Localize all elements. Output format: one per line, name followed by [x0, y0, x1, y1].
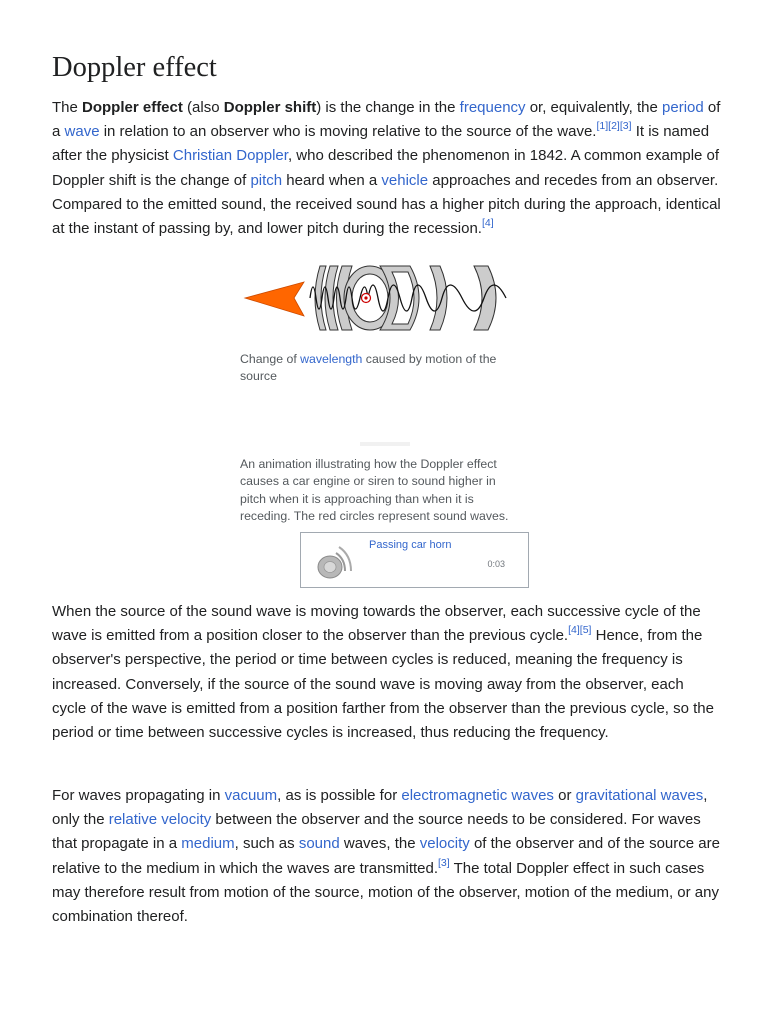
citation-3[interactable]: [3]: [438, 856, 450, 869]
page-title: Doppler effect: [52, 52, 217, 83]
paragraph-medium: [52, 784, 722, 929]
citation-1[interactable]: [1]: [596, 120, 609, 133]
link-sound[interactable]: sound: [298, 835, 340, 853]
link-relative-velocity[interactable]: relative velocity: [108, 811, 212, 829]
audio-title[interactable]: Passing car horn: [369, 539, 452, 551]
text: approaches and recedes from an observer. Compared to the emitted sound, the received sound has a higher pitch during the approach, identical at the instant of passing by, and lower pitch during the recession.: [52, 171, 721, 238]
text: ) is the change in the: [316, 99, 460, 116]
text: of the observer and of the source are relative to the medium in which the waves are transmitted.: [52, 835, 720, 877]
text: in relation to an observer who is moving relative to the source of the wave.: [99, 123, 597, 141]
text: heard when a: [282, 171, 382, 189]
bold-term-doppler-effect: Doppler effect: [82, 99, 183, 116]
text: caused by motion of the source: [240, 352, 497, 384]
link-medium[interactable]: medium: [181, 835, 235, 853]
text: , such as: [234, 835, 299, 853]
bold-term-doppler-shift: Doppler shift: [223, 99, 317, 116]
citation-3[interactable]: [3]: [619, 120, 632, 133]
figure-caption-wavelength: [240, 351, 520, 386]
wavefront-arc: [430, 266, 447, 330]
text: or: [553, 787, 576, 804]
citation-4[interactable]: [4]: [568, 624, 580, 637]
text: of a: [52, 99, 721, 141]
text: between the observer and the source needs to be considered. For waves that propagate in a: [52, 811, 701, 853]
text: , who described the phenomenon in 1842. A common example of Doppler shift is the change of: [52, 147, 720, 189]
text: It is named after the physicist: [52, 123, 710, 165]
text: or, equivalently, the: [525, 99, 663, 116]
link-velocity[interactable]: velocity: [419, 835, 470, 853]
link-pitch[interactable]: pitch: [250, 171, 283, 189]
text: The: [52, 99, 83, 116]
text: (also: [182, 99, 224, 116]
doppler-wavelength-figure[interactable]: [240, 262, 520, 334]
direction-arrow-icon: [245, 282, 304, 316]
link-gravitational-waves[interactable]: gravitational waves: [575, 787, 704, 804]
paragraph-source-motion: [52, 600, 722, 745]
text: When the source of the sound wave is moving towards the observer, each successive cycle of the wave is emitted from a position closer to the observer than the previous cycle.: [52, 603, 701, 645]
citation-4[interactable]: [4]: [481, 217, 494, 230]
text: Change of: [240, 352, 301, 366]
speaker-icon[interactable]: [312, 541, 356, 581]
link-electromagnetic-waves[interactable]: electromagnetic waves: [401, 787, 554, 804]
link-frequency[interactable]: frequency: [459, 99, 526, 116]
link-wave[interactable]: wave: [64, 123, 100, 141]
link-vehicle[interactable]: vehicle: [381, 171, 429, 189]
text: Hence, from the observer's perspective, the period or time between cycles is reduced, meaning the frequency is increased. Conversely, if the source of the sound wave is moving away from the observer, each cycle of the wave is emitted from a position farther from the observer than the previous cycle, so the period or time between successive cycles is increased, thus reducing the frequency.: [52, 627, 714, 742]
wavefront-arc: [474, 266, 496, 330]
link-period[interactable]: period: [662, 99, 704, 116]
text: The total Doppler effect in such cases may therefore result from motion of the source, motion of the observer, motion of the medium, or any combination thereof.: [52, 859, 719, 926]
text: , as is possible for: [277, 787, 402, 804]
lead-paragraph: [52, 96, 722, 241]
moving-source-illustration: [240, 262, 520, 334]
link-wavelength[interactable]: wavelength: [300, 352, 363, 366]
audio-player[interactable]: [300, 532, 529, 588]
doppler-animation[interactable]: [360, 442, 410, 446]
text: , only the: [52, 787, 708, 829]
link-vacuum[interactable]: vacuum: [224, 787, 278, 804]
citation-5[interactable]: [5]: [579, 624, 592, 637]
figure-caption-animation: An animation illustrating how the Doppler effect causes a car engine or siren to sound higher in pitch when it is approaching than when it is receding. The red circles represent sound waves.: [240, 457, 509, 524]
link-christian-doppler[interactable]: Christian Doppler: [172, 147, 288, 165]
text: waves, the: [339, 835, 420, 853]
citation-2[interactable]: [2]: [608, 120, 620, 133]
text: For waves propagating in: [52, 787, 225, 804]
audio-duration: 0:03: [487, 559, 505, 569]
